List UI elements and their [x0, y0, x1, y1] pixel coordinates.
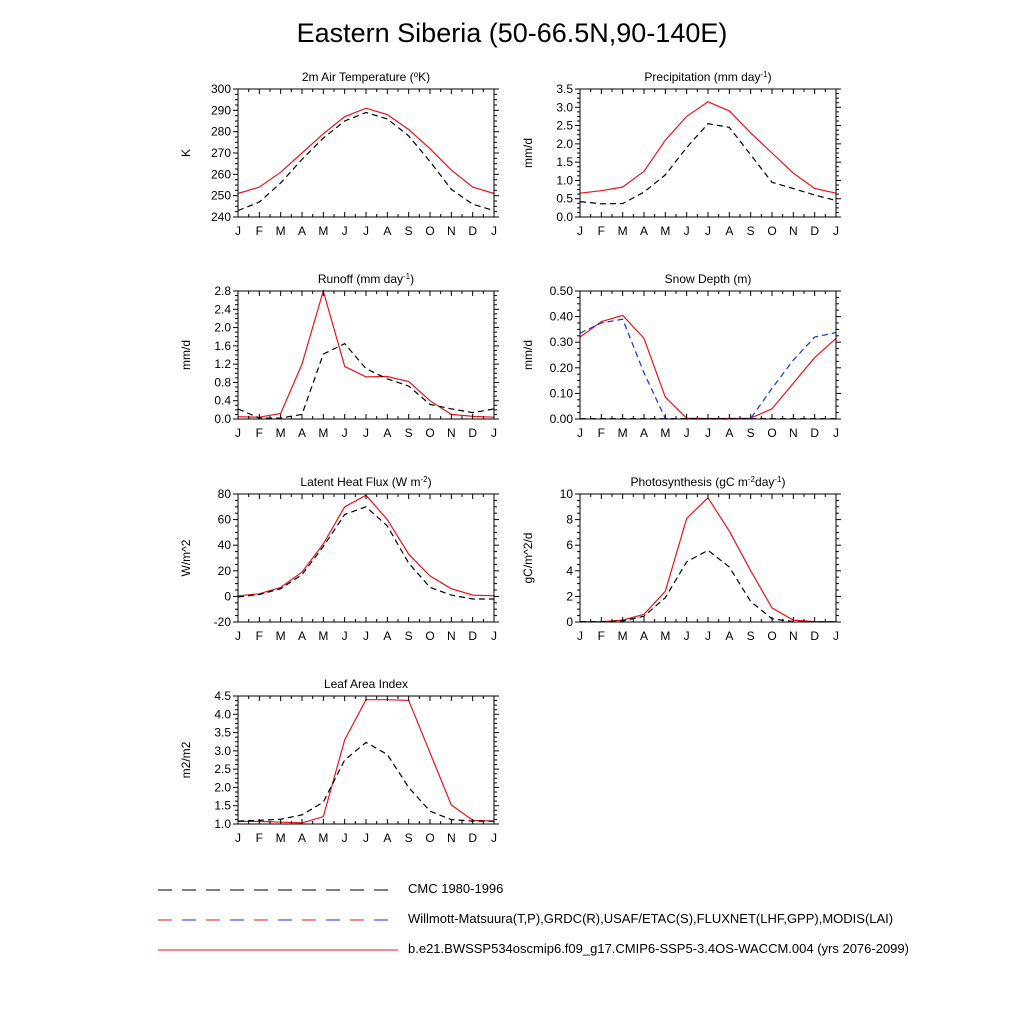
y-tick-label: 0.30 — [549, 335, 573, 350]
series-line-1 — [238, 344, 494, 419]
page-title: Eastern Siberia (50-66.5N,90-140E) — [296, 18, 728, 48]
y-tick-label: 8 — [566, 512, 573, 527]
x-tick-label: M — [617, 224, 628, 238]
legend-label-cmc: CMC 1980-1996 — [408, 881, 504, 896]
x-tick-label: A — [297, 426, 307, 440]
x-tick-label: D — [468, 831, 478, 845]
chart-title: Leaf Area Index — [323, 677, 409, 691]
y-tick-label: 1.0 — [214, 817, 231, 831]
x-tick-label: N — [446, 629, 456, 643]
x-tick-label: J — [491, 629, 497, 643]
x-tick-label: M — [660, 426, 671, 440]
x-tick-label: F — [255, 629, 264, 643]
x-tick-label: A — [639, 426, 649, 440]
series-line-1 — [238, 507, 494, 599]
y-tick-label: 290 — [210, 103, 231, 118]
x-tick-label: O — [767, 224, 777, 238]
y-tick-label: 0.20 — [549, 360, 573, 375]
chart-panel-1 — [521, 70, 841, 239]
x-tick-label: A — [297, 629, 307, 643]
x-tick-label: S — [404, 629, 413, 643]
x-tick-label: J — [363, 629, 369, 643]
x-tick-label: O — [425, 426, 435, 440]
y-tick-label: 1.0 — [556, 173, 573, 188]
x-tick-label: N — [446, 426, 456, 440]
y-tick-label: 1.5 — [556, 155, 573, 170]
x-tick-label: M — [275, 224, 286, 238]
y-tick-label: 270 — [210, 146, 231, 160]
x-tick-label: J — [705, 224, 711, 238]
x-tick-label: F — [597, 629, 606, 643]
x-tick-label: J — [235, 426, 241, 440]
x-tick-label: J — [577, 629, 583, 643]
x-tick-label: J — [363, 224, 369, 238]
y-tick-label: 0.8 — [214, 375, 231, 390]
series-line-1 — [580, 550, 836, 622]
chart-title: Photosynthesis (gC $m^{-2}day^{-1}$) — [630, 474, 786, 489]
x-tick-label: A — [383, 629, 392, 643]
x-tick-label: O — [425, 629, 435, 643]
series-line-1 — [238, 742, 494, 821]
x-tick-label: J — [833, 224, 839, 238]
x-tick-label: S — [746, 426, 755, 440]
x-tick-label: O — [425, 224, 435, 238]
y-tick-label: 3.0 — [214, 743, 231, 758]
y-tick-label: 60 — [217, 512, 231, 527]
plot-frame — [238, 696, 494, 824]
x-tick-label: A — [297, 831, 307, 845]
x-tick-label: M — [318, 831, 329, 845]
chart-title: Snow Depth (m) — [664, 272, 752, 286]
x-tick-label: J — [341, 224, 348, 238]
y-tick-label: 260 — [210, 167, 231, 182]
y-tick-label: 2 — [566, 589, 573, 604]
y-tick-label: 2.0 — [214, 780, 231, 795]
x-tick-label: O — [767, 426, 777, 440]
x-tick-label: J — [235, 629, 241, 643]
x-tick-label: M — [275, 426, 286, 440]
series-line-0 — [580, 315, 836, 418]
y-tick-label: 6 — [566, 538, 573, 553]
chart-panel-6 — [179, 677, 499, 845]
x-tick-label: M — [617, 629, 628, 643]
y-tick-label: 250 — [210, 188, 231, 203]
x-tick-label: M — [275, 629, 286, 643]
x-tick-label: J — [577, 426, 583, 440]
x-tick-label: D — [810, 224, 820, 238]
y-axis-label: mm/d — [179, 340, 193, 370]
y-tick-label: 3.5 — [214, 725, 231, 740]
chart-title: Runoff (mm day$^{-1}$) — [317, 271, 415, 286]
y-tick-label: 0.5 — [556, 191, 573, 206]
y-tick-label: 2.5 — [556, 118, 573, 133]
x-tick-label: F — [597, 224, 606, 238]
y-tick-label: 3.5 — [556, 82, 573, 96]
y-tick-label: 300 — [210, 82, 231, 96]
x-tick-label: J — [683, 629, 690, 643]
series-line-1 — [238, 113, 494, 211]
y-tick-label: 20 — [217, 563, 231, 578]
x-tick-label: M — [660, 224, 671, 238]
y-tick-label: 1.2 — [214, 357, 231, 372]
x-tick-label: A — [297, 224, 307, 238]
plot-frame — [580, 494, 836, 622]
chart-title: Latent Heat Flux (W $m^{-2}$) — [300, 474, 432, 489]
y-tick-label: 40 — [217, 538, 231, 553]
x-tick-label: O — [767, 629, 777, 643]
x-tick-label: A — [383, 426, 392, 440]
plot-frame — [238, 291, 494, 419]
y-tick-label: 0.0 — [556, 210, 573, 224]
x-tick-label: N — [788, 224, 798, 238]
y-tick-label: 2.0 — [556, 136, 573, 151]
x-tick-label: M — [617, 426, 628, 440]
x-tick-label: M — [275, 831, 286, 845]
series-line-1 — [580, 319, 836, 419]
x-tick-label: S — [404, 831, 413, 845]
chart-panel-4 — [179, 475, 499, 644]
x-tick-label: N — [446, 224, 456, 238]
x-tick-label: A — [725, 629, 734, 643]
x-tick-label: J — [491, 426, 497, 440]
x-tick-label: N — [446, 831, 456, 845]
x-tick-label: A — [383, 224, 392, 238]
x-tick-label: A — [725, 426, 734, 440]
x-tick-label: A — [725, 224, 734, 238]
x-tick-label: S — [746, 224, 755, 238]
y-axis-label: mm/d — [521, 340, 535, 370]
series-line-1 — [580, 124, 836, 204]
x-tick-label: A — [639, 629, 649, 643]
legend-swatch-cmc — [158, 880, 398, 900]
chart-panel-2 — [179, 272, 499, 441]
chart-title: Precipitation (mm day$^{-1}$) — [644, 69, 772, 84]
x-tick-label: J — [683, 224, 690, 238]
plot-frame — [580, 89, 836, 217]
series-line-0 — [580, 102, 836, 193]
x-tick-label: A — [383, 831, 392, 845]
plot-frame — [238, 494, 494, 622]
y-tick-label: 4.0 — [214, 707, 231, 722]
y-tick-label: 0.4 — [214, 393, 231, 408]
y-tick-label: 280 — [210, 124, 231, 139]
x-tick-label: J — [235, 224, 241, 238]
x-tick-label: J — [341, 629, 348, 643]
x-tick-label: J — [491, 831, 497, 845]
x-tick-label: J — [341, 426, 348, 440]
x-tick-label: M — [318, 629, 329, 643]
legend-swatch-observations — [158, 910, 398, 930]
y-tick-label: 2.5 — [214, 762, 231, 777]
series-line-0 — [238, 291, 494, 417]
series-line-0 — [238, 700, 494, 823]
x-tick-label: J — [235, 831, 241, 845]
x-tick-label: J — [705, 426, 711, 440]
x-tick-label: J — [491, 224, 497, 238]
legend-swatch-model — [158, 940, 398, 960]
y-tick-label: 80 — [217, 487, 231, 501]
y-axis-label: m2/m2 — [179, 741, 193, 779]
y-tick-label: 0.00 — [549, 412, 573, 426]
y-axis-label: W/m^2 — [179, 539, 193, 577]
y-tick-label: 0.0 — [214, 412, 231, 426]
y-tick-label: 10 — [559, 487, 573, 501]
x-tick-label: N — [788, 629, 798, 643]
y-axis-label: gC/m^2/d — [521, 532, 535, 584]
x-tick-label: J — [363, 426, 369, 440]
x-tick-label: M — [318, 426, 329, 440]
x-tick-label: J — [705, 629, 711, 643]
x-tick-label: J — [833, 426, 839, 440]
y-axis-label: mm/d — [521, 138, 535, 168]
x-tick-label: A — [639, 224, 649, 238]
legend-label-observations: Willmott-Matsuura(T,P),GRDC(R),USAF/ETAC(S),FLUXNET(LHF,GPP),MODIS(LAI) — [408, 911, 894, 926]
x-tick-label: M — [318, 224, 329, 238]
x-tick-label: J — [341, 831, 348, 845]
x-tick-label: J — [833, 629, 839, 643]
series-line-0 — [580, 498, 836, 622]
x-tick-label: D — [468, 224, 478, 238]
y-tick-label: 1.6 — [214, 338, 231, 353]
x-tick-label: N — [788, 426, 798, 440]
legend-label-model: b.e21.BWSSP534oscmip6.f09_g17.CMIP6-SSP5-3.4OS-WACCM.004 (yrs 2076-2099) — [408, 941, 909, 956]
x-tick-label: O — [425, 831, 435, 845]
x-tick-label: S — [404, 426, 413, 440]
y-tick-label: 4 — [566, 563, 573, 578]
y-tick-label: 0 — [566, 615, 573, 629]
y-tick-label: 3.0 — [556, 100, 573, 115]
y-tick-label: -20 — [213, 615, 231, 629]
chart-title: 2m Air Temperature ($^o$K) — [301, 69, 431, 84]
y-tick-label: 4.5 — [214, 689, 231, 703]
plot-frame — [580, 291, 836, 419]
x-tick-label: J — [683, 426, 690, 440]
x-tick-label: D — [810, 426, 820, 440]
x-tick-label: F — [255, 831, 264, 845]
chart-panel-3 — [521, 272, 841, 440]
x-tick-label: F — [255, 224, 264, 238]
y-axis-label: K — [179, 148, 193, 158]
x-tick-label: D — [468, 426, 478, 440]
x-tick-label: J — [363, 831, 369, 845]
y-tick-label: 2.0 — [214, 320, 231, 335]
x-tick-label: M — [660, 629, 671, 643]
y-tick-label: 0.50 — [549, 284, 573, 298]
y-tick-label: 2.4 — [214, 302, 231, 317]
chart-panel-5 — [521, 475, 841, 644]
x-tick-label: D — [810, 629, 820, 643]
x-tick-label: S — [404, 224, 413, 238]
series-line-0 — [238, 495, 494, 596]
x-tick-label: F — [597, 426, 606, 440]
chart-panel-0 — [179, 70, 499, 239]
y-tick-label: 2.8 — [214, 284, 231, 298]
y-tick-label: 1.5 — [214, 798, 231, 813]
series-line-0 — [238, 108, 494, 193]
x-tick-label: J — [577, 224, 583, 238]
x-tick-label: D — [468, 629, 478, 643]
y-tick-label: 240 — [210, 210, 231, 224]
x-tick-label: F — [255, 426, 264, 440]
y-tick-label: 0.10 — [549, 386, 573, 401]
x-tick-label: S — [746, 629, 755, 643]
y-tick-label: 0.40 — [549, 309, 573, 324]
y-tick-label: 0 — [224, 589, 231, 604]
